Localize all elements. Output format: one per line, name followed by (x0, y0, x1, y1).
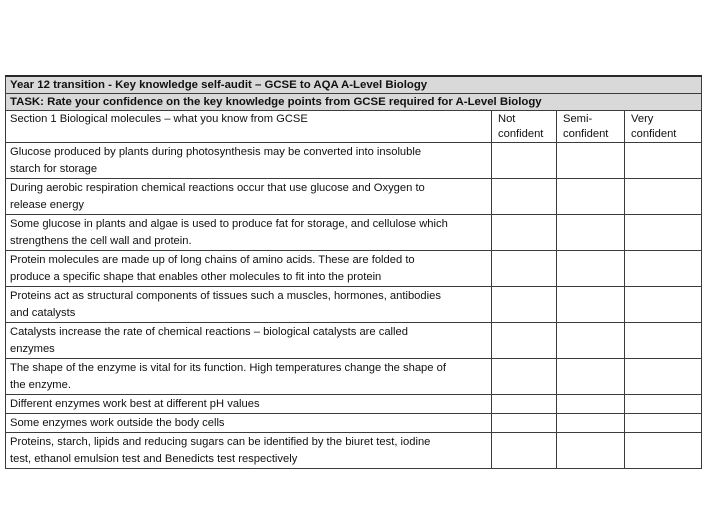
not-confident-cell[interactable] (492, 433, 557, 469)
statement-cell: Proteins, starch, lipids and reducing sugars can be identified by the biuret test, iodine test, ethanol emulsion test and Benedicts test respectively (6, 433, 492, 469)
very-confident-cell[interactable] (625, 215, 702, 251)
not-confident-cell[interactable] (492, 359, 557, 395)
statement-cell: Proteins act as structural components of tissues such a muscles, hormones, antibodies and catalysts (6, 287, 492, 323)
not-confident-cell[interactable] (492, 323, 557, 359)
statement-cell: Some glucose in plants and algae is used to produce fat for storage, and cellulose which strengthens the cell wall and protein. (6, 215, 492, 251)
statement-cell: Some enzymes work outside the body cells (6, 414, 492, 433)
very-confident-cell[interactable] (625, 395, 702, 414)
very-confident-cell[interactable] (625, 251, 702, 287)
not-confident-cell[interactable] (492, 395, 557, 414)
semi-confident-cell[interactable] (557, 215, 625, 251)
table-row (6, 143, 702, 179)
table-title: Year 12 transition - Key knowledge self-audit – GCSE to AQA A-Level Biology (6, 76, 702, 94)
not-confident-cell[interactable] (492, 179, 557, 215)
semi-confident-cell[interactable] (557, 287, 625, 323)
table-row (6, 433, 702, 469)
not-confident-cell[interactable] (492, 287, 557, 323)
not-confident-cell[interactable] (492, 251, 557, 287)
semi-confident-cell[interactable] (557, 179, 625, 215)
not-confident-cell[interactable] (492, 215, 557, 251)
statement-cell: Different enzymes work best at different pH values (6, 395, 492, 414)
semi-confident-cell[interactable] (557, 143, 625, 179)
table-row (6, 414, 702, 433)
not-confident-cell[interactable] (492, 414, 557, 433)
self-audit-sheet (5, 75, 701, 465)
semi-confident-cell[interactable] (557, 395, 625, 414)
task-row (6, 94, 702, 111)
table-row (6, 251, 702, 287)
statement-cell: Catalysts increase the rate of chemical reactions – biological catalysts are called enzymes (6, 323, 492, 359)
very-confident-cell[interactable] (625, 433, 702, 469)
title-row (6, 76, 702, 94)
semi-confident-cell[interactable] (557, 251, 625, 287)
semi-confident-header: Semi- confident (557, 111, 625, 143)
very-confident-cell[interactable] (625, 359, 702, 395)
statement-cell: Glucose produced by plants during photosynthesis may be converted into insoluble starch for storage (6, 143, 492, 179)
semi-confident-cell[interactable] (557, 323, 625, 359)
very-confident-cell[interactable] (625, 323, 702, 359)
table-row (6, 395, 702, 414)
statement-cell: Protein molecules are made up of long chains of amino acids. These are folded to produce a specific shape that enables other molecules to fit into the protein (6, 251, 492, 287)
table-row (6, 179, 702, 215)
semi-confident-cell[interactable] (557, 433, 625, 469)
table-row (6, 287, 702, 323)
semi-confident-cell[interactable] (557, 414, 625, 433)
table-row (6, 323, 702, 359)
very-confident-cell[interactable] (625, 179, 702, 215)
very-confident-cell[interactable] (625, 414, 702, 433)
very-confident-cell[interactable] (625, 287, 702, 323)
very-confident-cell[interactable] (625, 143, 702, 179)
statement-cell: During aerobic respiration chemical reactions occur that use glucose and Oxygen to release energy (6, 179, 492, 215)
not-confident-cell[interactable] (492, 143, 557, 179)
self-audit-table (5, 75, 702, 469)
not-confident-header: Not confident (492, 111, 557, 143)
column-header-row (6, 111, 702, 143)
very-confident-header: Very confident (625, 111, 702, 143)
section-heading: Section 1 Biological molecules – what you know from GCSE (6, 111, 492, 143)
semi-confident-cell[interactable] (557, 359, 625, 395)
statement-cell: The shape of the enzyme is vital for its function. High temperatures change the shape of the enzyme. (6, 359, 492, 395)
task-instruction: TASK: Rate your confidence on the key knowledge points from GCSE required for A-Level Biology (6, 94, 702, 111)
table-row (6, 359, 702, 395)
table-row (6, 215, 702, 251)
